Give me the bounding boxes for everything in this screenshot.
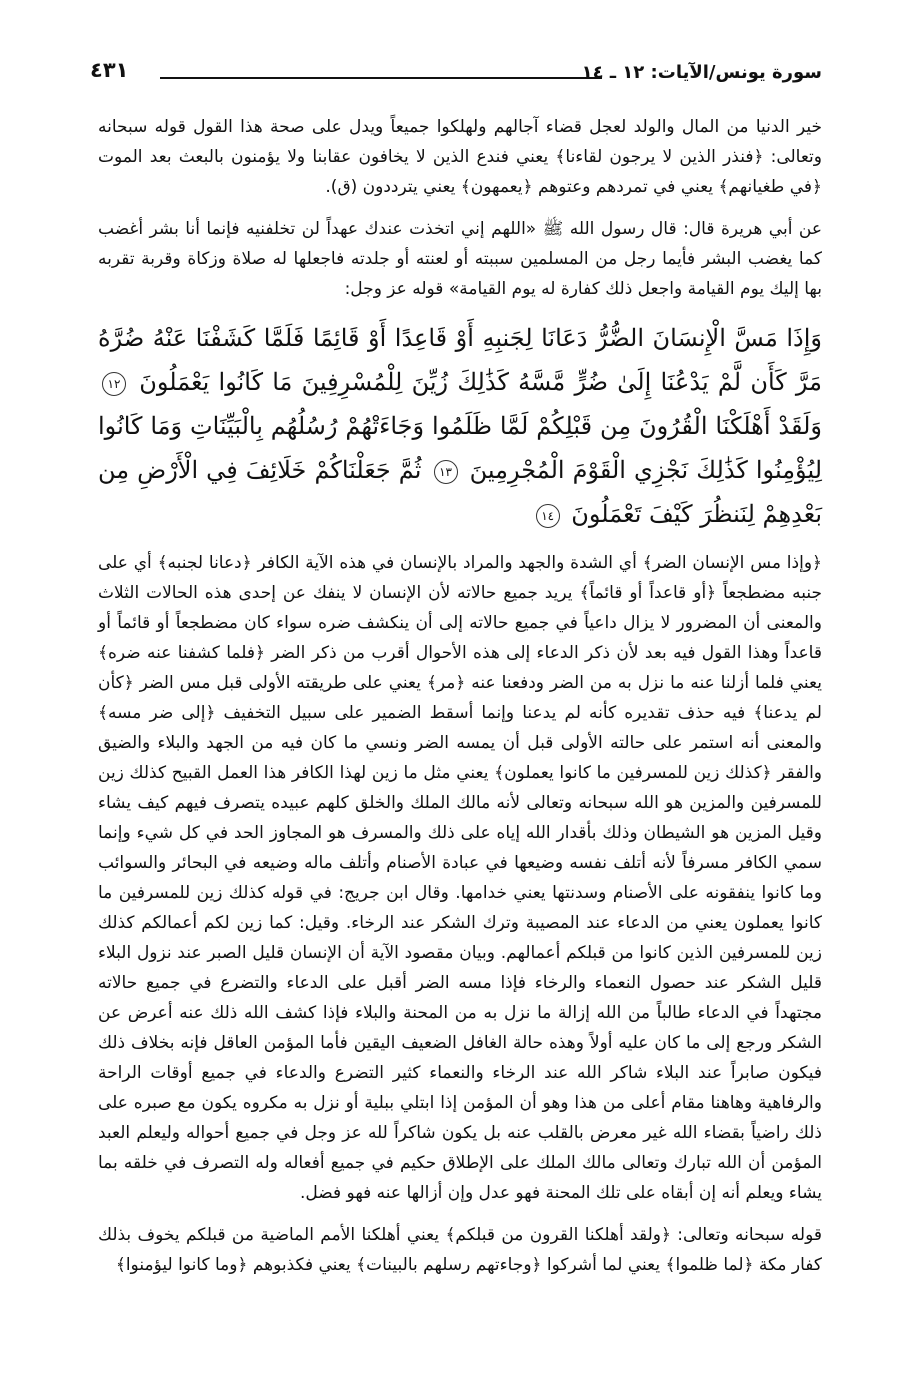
paragraph-3: ﴿وإذا مس الإنسان الضر﴾ أي الشدة والجهد والمراد بالإنسان في هذه الآية الكافر ﴿دعانا لجنبه﴾ أي على جنبه مضطجعاً ﴿أو قاعداً أو قائماً﴾ يريد جميع حالاته لأن الإنسان لا ينفك عن إحدى هذه الحالات الثلاث والمعنى أن المضرور لا يزال داعياً في جميع حالاته إلى أن ينكشف ضره سواء كان مضطجعاً أو قائماً أو قاعداً وهذا القول فيه بعد لأن ذكر الدعاء إلى هذه الأحوال أقرب من ذكر الضر ﴿فلما كشفنا عنه ضره﴾ يعني فلما أزلنا عنه ما نزل به من الضر ودفعنا عنه ﴿مر﴾ يعني على طريقته الأولى قبل مس الضر ﴿كأن لم يدعنا﴾ فيه حذف تقديره كأنه لم يدعنا وإنما أسقط الضمير على سبيل التخفيف ﴿إلى ضر مسه﴾ والمعنى أنه استمر على حالته الأولى قبل أن يمسه الضر ونسي ما كان فيه من الجهد والبلاء والضيق والفقر ﴿كذلك زين للمسرفين ما كانوا يعملون﴾ يعني مثل ما زين لهذا الكافر هذا العمل القبيح كذلك زين للمسرفين والمزين هو الله سبحانه وتعالى لأنه مالك الملك والخلق كلهم عبيده يتصرف فيهم كيف يشاء وقيل المزين هو الشيطان وذلك بأقدار الله إياه على ذلك والمسرف هو المجاوز الحد في كل شيء وإنما سمي الكافر مسرفاً لأنه أتلف نفسه وضيعها في عبادة الأصنام وأتلف ماله وضيعه في البحائر والسوائب وما كانوا ينفقونه على الأصنام وسدنتها يعني خدامها. وقال ابن جريج: في قوله كذلك زين للمسرفين ما كانوا يعملون يعني من الدعاء عند المصيبة وترك الشكر عند الرخاء. وقيل: كما زين لكم أعمالكم كذلك زين للمسرفين الذين كانوا من قبلكم أعمالهم. وبيان مقصود الآية أن الإنسان قليل الصبر عند نزول البلاء قليل الشكر عند حصول النعماء والرخاء فإذا مسه الضر أقبل على الدعاء والتضرع في جميع حالاته مجتهداً في الدعاء طالباً من الله إزالة ما نزل به من المحنة والبلاء فإذا كشف الله ذلك عنه أعرض عن الشكر ورجع إلى ما كان عليه أولاً وهذه حالة الغافل الضعيف اليقين فأما المؤمن العاقل فإنه بخلاف ذلك فيكون صابراً عند البلاء شاكر الله عند الرخاء والنعماء كثير التضرع والدعاء في جميع أوقات الراحة والرفاهية وهاهنا مقام أعلى من هذا وهو أن المؤمن إذا ابتلي ببلية أو نزل به مكروه يكون مع صبره على ذلك راضياً بقضاء الله غير معرض بالقلب عنه بل يكون شاكراً لله عز وجل في جميع أحواله وليعلم العبد المؤمن أن الله تبارك وتعالى مالك الملك على الإطلاق حكيم في جميع أفعاله وله التصرف في خلقه بما يشاء ويعلم أنه إن أبقاه على تلك المحنة فهو عدل وإن أزالها عنه فهو فضل. <box>98 553 822 1203</box>
verse-12: وَإِذَا مَسَّ الْإِنسَانَ الضُّرُّ دَعَانَا لِجَنبِهِ أَوْ قَاعِدًا أَوْ قَائِمًا فَلَمَّا كَشَفْنَا عَنْهُ ضُرَّهُ مَرَّ كَأَن لَّمْ يَدْعُنَا إِلَىٰ ضُرٍّ مَّسَّهُ كَذَٰلِكَ زُيِّنَ لِلْمُسْرِفِينَ مَا كَانُوا يَعْمَلُونَ <box>98 324 822 396</box>
verse-13: وَلَقَدْ أَهْلَكْنَا الْقُرُونَ مِن قَبْلِكُمْ لَمَّا ظَلَمُوا وَجَاءَتْهُمْ رُسُلُهُم بِالْبَيِّنَاتِ وَمَا كَانُوا لِيُؤْمِنُوا كَذَٰلِكَ نَجْزِي الْقَوْمَ الْمُجْرِمِينَ <box>98 412 823 484</box>
header-rule <box>160 77 602 79</box>
ayah-marker-13: ١٣ <box>434 460 458 484</box>
paragraph-4: قوله سبحانه وتعالى: ﴿ولقد أهلكنا القرون من قبلكم﴾ يعني أهلكنا الأمم الماضية من قبلكم يخوف بذلك كفار مكة ﴿لما ظلموا﴾ يعني لما أشركوا ﴿وجاءتهم رسلهم بالبينات﴾ يعني فكذبوهم ﴿وما كانوا ليؤمنوا﴾ <box>98 1225 822 1275</box>
page-header <box>90 56 822 88</box>
page-body <box>98 112 822 1280</box>
paragraph-1: خير الدنيا من المال والولد لعجل قضاء آجالهم ولهلكوا جميعاً ويدل على صحة هذا القول قوله سبحانه وتعالى: ﴿فنذر الذين لا يرجون لقاءنا﴾ يعني فندع الذين لا يخافون عقابنا ولا يؤمنون بالبعث بعد الموت ﴿في طغيانهم﴾ يعني في تمردهم وعتوهم ﴿يعمهون﴾ يعني يترددون (ق). <box>98 117 822 197</box>
ayah-marker-12: ١٢ <box>102 372 126 396</box>
page-number: ٤٣١ <box>90 58 129 82</box>
running-title: سورة يونس/الآيات: ١٢ ـ ١٤ <box>581 62 822 83</box>
ayah-marker-14: ١٤ <box>536 504 560 528</box>
paragraph-2: عن أبي هريرة قال: قال رسول الله ﷺ «اللهم إني اتخذت عندك عهداً لن تخلفنيه فإنما أنا بشر أغضب كما يغضب البشر فأيما رجل من المسلمين سببته أو لعنته أو جلدته فاجعلها له صلاة وزكاة وقربة تقربه بها إليك يوم القيامة واجعل ذلك كفارة له يوم القيامة» قوله عز وجل: <box>98 219 822 299</box>
verse-14: ثُمَّ جَعَلْنَاكُمْ خَلَائِفَ فِي الْأَرْضِ مِن بَعْدِهِمْ لِنَنظُرَ كَيْفَ تَعْمَلُونَ <box>98 456 822 528</box>
quran-verses <box>98 316 822 536</box>
